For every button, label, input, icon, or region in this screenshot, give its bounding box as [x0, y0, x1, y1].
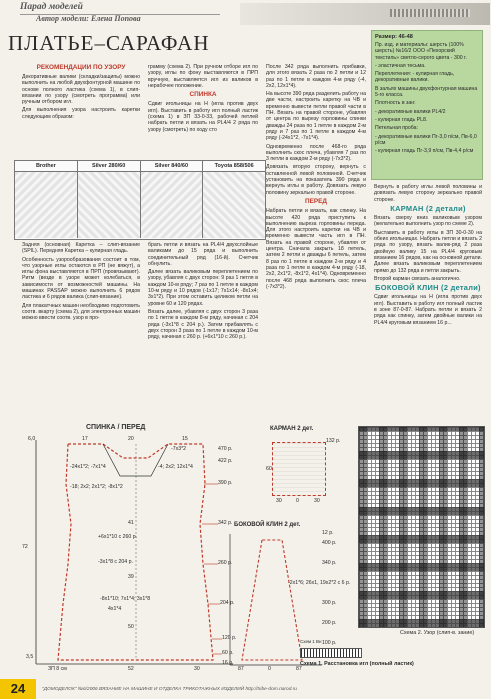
col2-text-1: грамму (схема 2). При ручном отборе игл по узору, иглы по фону выставляются в ПРП вручную, выставляется игл из валиков в нерабочее положение.	[148, 64, 258, 89]
spinka-label: 4x1*4	[108, 606, 122, 612]
recommendations-lower	[22, 242, 140, 324]
carriage-caption: Задняя (основная) Каретка – слип-вязание (SPIL). Передняя Каретка – кулирная гладь.	[22, 242, 140, 255]
dim-label: 3,5	[26, 654, 34, 660]
col4-text-5: Сдвиг игольницы на H (игла против двух игл). Выставить в работу игл полный ластик в зоне 87-0-87. Набрать петли и вязать 2 ряда как спинку, затем двойные валики на PL4/4 круговым вязанием 16 р...	[374, 294, 482, 326]
schema1-strip	[300, 648, 362, 658]
karman-label: 30	[314, 498, 320, 504]
karman-label: 132 р.	[326, 438, 341, 444]
recommendations-text-1: Декоративные валики (складки/защипы) можно выполнить на любой двухфонтурной машине по основе полного ластика (схема 1), в слип-вязании по узору (смотреть программа) или ручным отбором игл.	[22, 74, 140, 106]
spinka-label: -24x1*2; -7x1*4	[70, 464, 106, 470]
klin-row-mark: 300 р.	[322, 600, 337, 606]
materials-line: - декоративные валики Пг-3,0 п/см, Пв-6,0 р/см	[375, 133, 477, 146]
recommendations-heading: РЕКОМЕНДАЦИИ ПО УЗОРУ	[36, 64, 126, 71]
dim-label: 41	[128, 520, 134, 526]
klin-label: 0	[268, 666, 271, 672]
materials-line: Переплетения: - кулирная гладь, декоративные валики.	[375, 71, 455, 84]
materials-line: - декоративные валики PL4/2	[375, 108, 446, 115]
klin-label: -2x1*6; 26x1, 19x2*2 с 6 р.	[288, 580, 351, 586]
karman-diagram-title: КАРМАН 2 дет.	[270, 426, 314, 432]
dim-label: 50	[128, 624, 134, 630]
dim-label: 39	[128, 574, 134, 580]
page-title: ПЛАТЬЕ–САРАФАН	[8, 31, 210, 55]
col3-text-2: На высоте 390 ряда разделить работу на две части, настроить каретку на ЧВ и временно вывести петли правой части в ПН. Вязать на правой стороне, убавляя от центра по вырезу горловины спинки дважды 24 раза по 1 петле в каждом 2-м ряду и 7 раз по 1 петле в каждом 4-м ряду (-24x1*2, -7x1*4).	[266, 91, 366, 142]
col2-text-4: Далее вязать валиковым переплетением по узору, убавляя с двух сторон: 9 раз 1 петля в каждом 10-м ряду; 7 раз по 1 петле в каждом 10-м ряду и 10 рядов (-1x17; 7x1x14; -8x1x4; 3x1*2). При этом оставить целиком петли на уровне 60 и 120 рядах.	[148, 269, 258, 307]
klin-row-mark: 400 р.	[322, 540, 337, 546]
col3-text-3: Одновременно после 468-го ряда выполнить скос плеча, убавляя 7 раз по 3 петли в каждом 2-м ряду (-7x3*2).	[266, 143, 366, 163]
col4-text-2: Вязать сверху вниз валиковым узором (желательно выполнить узор по схеме 2).	[374, 215, 482, 228]
dim-label: 30	[194, 666, 200, 672]
row-mark: 204 р.	[220, 600, 235, 606]
recommendations-text-2: Для выполнения узора настроить каретки следующим образом:	[22, 107, 140, 120]
klin-diagram-title: БОКОВОЙ КЛИН 2 дет.	[234, 522, 301, 528]
spinka-label: +6x1*10 с 260 р.	[98, 534, 138, 540]
recommendations-text-4: Для плакатчных машин необходимо подготовить соотв. вкарту (схема 2), для электронных машин можно ввести соотв. узор в про-	[22, 302, 140, 322]
klin-row-mark: 100 р.	[322, 640, 337, 646]
recommendations-column	[22, 64, 140, 122]
col4-text-3: Выставить в работу иглы в ЗП 30-0-30 на обеих игольницах. Набрать петли и вязать 2 ряда по узору, вязать валик-ряд 2 раза двойную валику 15 на PL4/4 круговым вязанием 16 рядов, как на основной детали. Далее вязать валиковым переплетением прямо до 132 ряда и петли закрыть.	[374, 229, 482, 274]
spinka-label: -4; 2x2; 12x1*4	[158, 464, 193, 470]
schema2-grid	[358, 426, 485, 628]
klin-row-mark: 340 р.	[322, 560, 337, 566]
col2-text-3: брать петли и вязать на PL4/4 двухслойные валиками до 15 ряда и выполнить соединительный ряд (16-й). Счетчик обнулить.	[148, 242, 258, 267]
klin-row-mark: 200 р.	[322, 620, 337, 626]
carriage-image-silver840	[141, 172, 204, 238]
karman-label: 30	[276, 498, 282, 504]
col2-text-2: Сдвиг игольницы на H (игла против двух игл). Выставить в работу игл полный ластик (схема 1) в ЗП 33-0-33, рабочей петлей набрать петли и вязать на PL4/4 2 ряда по узору (смотреть) по ходу сто	[148, 101, 258, 133]
spinka-label: -7x3*2	[171, 446, 186, 452]
spinka-column	[148, 64, 258, 135]
row-mark: 422 р.	[218, 458, 233, 464]
materials-line: В зальях машины двухфонтурная машина 5-го класса.	[375, 85, 478, 99]
materials-line: Петельная проба:	[375, 125, 418, 132]
col4-text-4: Второй карман связать аналогично.	[374, 275, 461, 282]
schema2-caption: Схема 2. Узор (слип-в. зание)	[400, 630, 475, 636]
dim-label: 15	[182, 436, 188, 442]
carriage-image-silver280	[78, 172, 141, 238]
dim-label: 20	[128, 436, 134, 442]
table-header-brother: Brother	[15, 161, 78, 171]
author-label: Автор модели: Елена Попова	[36, 14, 141, 23]
col2-text-5: Вязать далее, убавляя с двух сторон 3 раза по 1 петле в каждом 8-м ряду, начиная с 204 ряда (-3x1*8 с 204 р.). Затем прибавлять с двух сторон 3 раза по 1 петле в каждом 10-м ряду, начиная с 260 р. (+6x1*10 с 260 р.).	[148, 308, 258, 341]
spinka-heading: СПИНКА	[189, 91, 217, 99]
spinka-diagram	[8, 424, 258, 674]
karman-label: 60	[266, 466, 272, 472]
table-header-toyota: Toyota 858/506	[214, 163, 254, 169]
klin-label: 87	[238, 666, 244, 672]
klin-label: 87	[296, 666, 302, 672]
pered-heading: ПЕРЕД	[305, 197, 327, 205]
row-mark: 390 р.	[218, 480, 233, 486]
carriage-table	[14, 160, 266, 240]
dim-label: 17	[82, 436, 88, 442]
col3	[266, 64, 366, 292]
karman-shape	[272, 442, 326, 496]
recommendations-text-3: Особенность узорообразования состоит в том, что узорные иглы остаются в РП (не вяжут), а иглы фона выставляются в ПРП (провязывают). Ритм (везде в узоре может колебаться, в зависимости от возможностей машины. На машинах PASSAP можно выполнить 6 рядов ластика и 6 рядов валика (слип-вязание).	[22, 256, 140, 301]
materials-line: - кулирная гладь PL8.	[375, 116, 428, 123]
schema1-caption: Схема 1. Расстановка игл (полный ластик)	[300, 661, 414, 667]
dim-label: 52	[128, 666, 134, 672]
row-mark: 342 р.	[218, 520, 233, 526]
header-photo	[240, 3, 490, 25]
row-mark: 60 р.	[222, 650, 234, 656]
spinka-diagram-title: СПИНКА / ПЕРЕД	[86, 424, 146, 431]
materials-panel	[371, 30, 483, 180]
row-mark: 16 р.	[222, 660, 234, 666]
carriage-image-toyota	[203, 172, 265, 238]
dim-label: 6,0	[28, 436, 36, 442]
materials-line: - эластичная тесьма.	[375, 62, 426, 69]
spinka-label: -8x1*10; 7x1*4; 3x1*8	[100, 596, 151, 602]
col4	[374, 184, 482, 328]
page-number-badge: 24	[0, 679, 36, 699]
schema1-label: Схем 1 Вн	[300, 639, 322, 644]
spinka-column-lower	[148, 242, 258, 342]
section-title: Парад моделей	[20, 2, 83, 12]
carriage-image-brother	[15, 172, 78, 238]
col3-text-4: Довязать вторую сторону, вернуть с оставленной левой половиной. Счетчик установить на показатель 390 ряда и вернуть иглы в работу. Довязать левую половину зеркально правой стороне.	[266, 164, 366, 196]
size-label: Размер: 46-48	[375, 34, 413, 40]
col3-text-1: После 342 ряда выполнить прибавки, для этого вязать 2 раза по 2 петли и 12 раз по 1 петле в каждом 4-м ряду (-4, 2x2, 12x1*4).	[266, 64, 366, 89]
row-mark: 470 р.	[218, 446, 233, 452]
karman-heading: КАРМАН (2 детали)	[390, 203, 466, 213]
materials-line: Плотность в зан:	[375, 100, 416, 107]
klin-heading: БОКОВОЙ КЛИН (2 детали)	[375, 283, 481, 293]
dim-label: 72	[22, 544, 28, 550]
row-mark: 120 р.	[222, 635, 237, 641]
table-header-silver840: Silver 840/60	[141, 161, 204, 171]
footer-text: "ДОМОДЕЛОК" №6/2006 ВЯЗАНИЕ НА МАШИНЕ И ОТДЕЛКА ТРИКОТАЖНЫХ ИЗДЕЛИЙ http://tribe-dom.narod.ru	[42, 687, 297, 692]
karman-label: 0	[296, 498, 299, 504]
dim-label: ЗП 8 см	[48, 666, 67, 672]
table-header-silver280: Silver 280/60	[78, 161, 141, 171]
row-mark: 260 р.	[218, 560, 233, 566]
klin-row-mark: 12 р.	[322, 530, 334, 536]
spinka-label: -18; 2x2; 2x1*2; -8x1*2	[70, 484, 123, 490]
materials-line: - кулирная гладь Пг-3,9 п/см, Пв-4,4 р/см	[375, 148, 474, 155]
materials-line: Пр. изд. и материалы: шерсть (100% шерсть) №16/2 ООО «Пехорский текстиль» светло-серого цвета - 300 г.	[375, 42, 467, 61]
karman-diagram	[262, 426, 352, 516]
spinka-label: -3x1*8 с 204 р.	[98, 559, 133, 565]
col4-text-1: Вернуть в работу иглы левой половины и довязать левую сторону зеркально правой стороне.	[374, 184, 482, 203]
col3-text-5: Набрать петли и вязать, как спинку. На высоте 420 ряда приступить к выполнению выреза горловины переда. Для этого настроить каретки на ЧВ и временно вывести часть игл в ПН. Вязать на правой стороне, убавляя от центра. Сначала закрыть 18 петель, затем 2 петли и дважды 6 петель, затем 8 раз по 1 петле в каждом 2-м ряду и 4 раза по 1 петле в каждом 4-м ряду (-18, 2x2, 2x1*2, -8x1*2, 4x1*4). Одновременно после 468 ряда выполнить скос плеча (-7x3*2).	[266, 208, 366, 290]
